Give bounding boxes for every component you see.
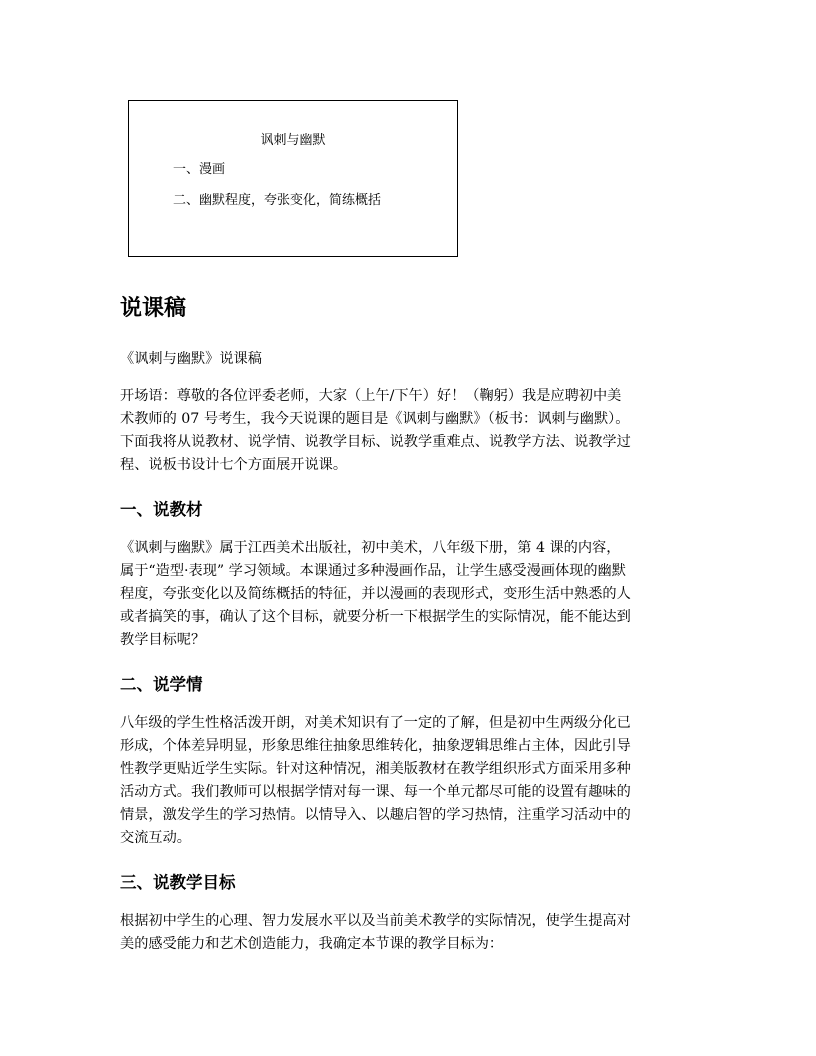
board-item-2: 二、幽默程度，夸张变化，简练概括 xyxy=(173,193,382,208)
board-item-1: 一、漫画 xyxy=(173,162,226,177)
section-heading-students: 二、说学情 xyxy=(120,675,203,694)
document-title: 说课稿 xyxy=(120,296,187,321)
section-heading-objectives: 三、说教学目标 xyxy=(120,873,236,892)
opening-line: 术教师的 07 号考生，我今天说课的题目是《讽刺与幽默》（板书：讽刺与幽默）。 xyxy=(120,411,630,427)
paragraph-line: 属于“造型·表现” 学习领域。本课通过多种漫画作品，让学生感受漫画体现的幽默 xyxy=(120,563,626,579)
paragraph-line: 《讽刺与幽默》属于江西美术出版社，初中美术，八年级下册，第 4 课的内容， xyxy=(120,540,621,556)
opening-paragraph xyxy=(120,385,700,477)
paragraph-line: 教学目标呢？ xyxy=(120,632,206,648)
opening-line: 开场语：尊敬的各位评委老师，大家（上午/下午）好！（鞠躬）我是应聘初中美 xyxy=(120,388,622,404)
opening-line: 程、说板书设计七个方面展开说课。 xyxy=(120,457,348,473)
paragraph-line: 交流互动。 xyxy=(120,830,191,846)
section-paragraph-students xyxy=(120,712,700,850)
document-subtitle: 《讽刺与幽默》说课稿 xyxy=(120,351,262,367)
blackboard-design-box xyxy=(128,100,458,257)
paragraph-line: 程度，夸张变化以及简练概括的特征，并以漫画的表现形式，变形生活中熟悉的人 xyxy=(120,586,631,602)
section-paragraph-objectives xyxy=(120,910,700,956)
paragraph-line: 情景，激发学生的学习热情。以情导入、以趣启智的学习热情，注重学习活动中的 xyxy=(120,807,631,823)
paragraph-line: 美的感受能力和艺术创造能力，我确定本节课的教学目标为： xyxy=(120,936,504,952)
opening-line: 下面我将从说教材、说学情、说教学目标、说教学重难点、说教学方法、说教学过 xyxy=(120,434,631,450)
paragraph-line: 性教学更贴近学生实际。针对这种情况，湘美版教材在教学组织形式方面采用多种 xyxy=(120,761,631,777)
section-paragraph-textbook xyxy=(120,537,700,652)
paragraph-line: 根据初中学生的心理、智力发展水平以及当前美术教学的实际情况，使学生提高对 xyxy=(120,913,631,929)
paragraph-line: 八年级的学生性格活泼开朗，对美术知识有了一定的了解，但是初中生两级分化已 xyxy=(120,715,631,731)
document-body xyxy=(120,292,700,970)
board-title: 讽刺与幽默 xyxy=(260,133,326,148)
paragraph-line: 或者搞笑的事，确认了这个目标，就要分析一下根据学生的实际情况，能不能达到 xyxy=(120,609,631,625)
paragraph-line: 活动方式。我们教师可以根据学情对每一课、每一个单元都尽可能的设置有趣味的 xyxy=(120,784,631,800)
paragraph-line: 形成，个体差异明显，形象思维往抽象思维转化，抽象逻辑思维占主体，因此引导 xyxy=(120,738,631,754)
section-heading-textbook: 一、说教材 xyxy=(120,500,203,519)
